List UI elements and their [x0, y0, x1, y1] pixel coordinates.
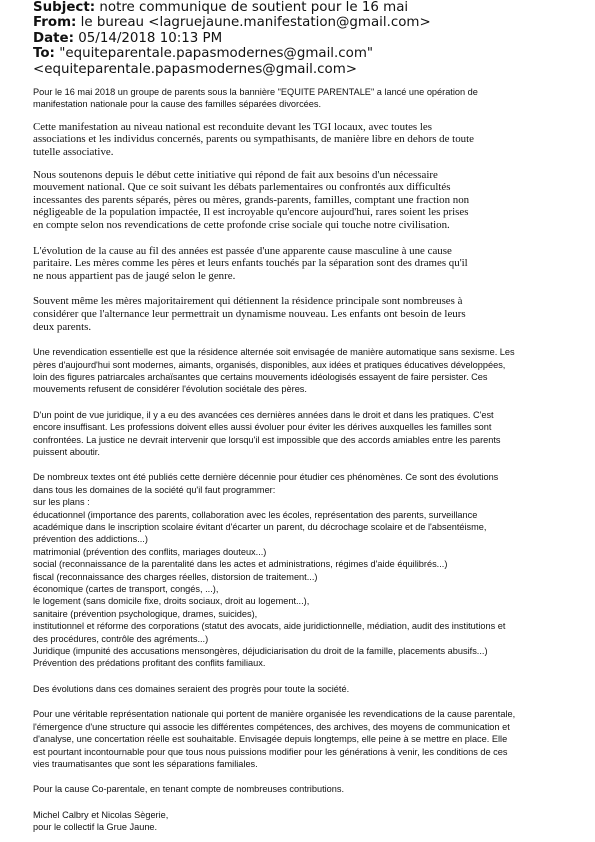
paragraph-5 [33, 295, 581, 333]
text-line: est pourtant incontournable pour que tous nous puissions modifier pour les générations à venir, les conditions de ces [33, 746, 508, 757]
text-line: dans tous les domaines de la société qu'il faut programmer: [33, 484, 276, 495]
text-line: en compte selon nos revendications de cette profonde crise sociale qui touche notre civilisation. [33, 218, 450, 231]
date-label: Date: [33, 30, 74, 46]
text-line: Prévention des prédations profitant des conflits familiaux. [33, 658, 266, 669]
text-line: fiscal (reconnaissance des charges réelles, distorsion de traitement...) [33, 571, 318, 582]
text-line: social (reconnaissance de la parentalité dans les actes et administrations, régimes d'aide équilibrés...) [33, 559, 448, 570]
to-value: "equiteparentale.papasmodernes@gmail.com" [59, 46, 374, 62]
text-line: éducationnel (importance des parents, collaboration avec les écoles, représentation des parents, surveillance [33, 509, 478, 520]
paragraph-4 [33, 245, 581, 283]
text-line: deux parents. [33, 320, 92, 333]
text-line: ne nous appartient pas de jaugé selon le genre. [33, 269, 236, 282]
text-line: considérer que l'alternance leur permettrait un dynamisme nouveau. Les enfants ont besoin de leurs [33, 307, 466, 320]
paragraph-7 [33, 409, 581, 459]
text-line: D'un point de vue juridique, il y a eu des avancées ces dernières années dans le droit et dans les pratiques. C'est [33, 409, 494, 420]
text-line: d'analyse, une concertation réelle est souhaitable. Envisagée depuis longtemps, elle peine à se mettre en place. Elle [33, 734, 508, 745]
text-line: Des évolutions dans ces domaines seraient des progrès pour toute la société. [33, 683, 350, 694]
text-line: vies traumatisantes que sont les séparations familiales. [33, 758, 258, 769]
from-value: le bureau <lagruejaune.manifestation@gmail.com> [80, 15, 431, 31]
text-line: Une revendication essentielle est que la résidence alternée soit envisagée de manière automatique sans sexisme. Les [33, 347, 515, 358]
text-line: loin des figures patriarcales archaïsantes que certains mouvements idéologisés essayent de faire persister. Ces [33, 371, 488, 382]
text-line: des procédures, contrôle des agréments...) [33, 633, 209, 644]
text-line: prévention des addictions...) [33, 534, 148, 545]
paragraph-intro [33, 86, 581, 111]
to-label: To: [33, 46, 55, 62]
text-line: mouvements refusent de considérer l'évolution sociétale des pères. [33, 384, 307, 395]
text-line: matrimonial (prévention des conflits, mariages douteux...) [33, 546, 267, 557]
paragraph-11 [33, 783, 581, 795]
date-line [33, 31, 593, 46]
to-address: <equiteparentale.papasmodernes@gmail.com> [33, 61, 357, 77]
text-line: puissent aboutir. [33, 446, 100, 457]
email-body [33, 86, 581, 834]
paragraph-6 [33, 346, 581, 396]
text-line: Juridique (impunité des accusations mensongères, déjudiciarisation du droit de la famille, placements abusifs...) [33, 646, 488, 657]
paragraph-10 [33, 708, 581, 770]
paragraph-3 [33, 169, 581, 232]
text-line: tutelle associative. [33, 146, 114, 158]
text-line: associations et les individus concernés, parents ou sympathisants, de manière libre en dehors de toute [33, 133, 474, 146]
text-line: manifestation nationale pour la cause des familles séparées divorcées. [33, 99, 322, 110]
text-line: Cette manifestation au niveau national est reconduite devant les TGI locaux, avec toutes les [33, 120, 432, 133]
text-line: sanitaire (prévention psychologique, drames, suicides), [33, 608, 258, 619]
email-header [33, 0, 593, 77]
text-line: L'évolution de la cause au fil des années est passée d'une apparente cause masculine à une cause [33, 244, 452, 257]
subject-value: notre communique de soutient pour le 16 mai [99, 0, 409, 15]
to-line [33, 46, 593, 61]
text-line: Nous soutenons depuis le début cette initiative qui répond de fait aux besoins d'un nécessaire [33, 168, 438, 181]
text-line: académique dans le inscription scolaire évitant d'écarter un parent, du décrochage scolaire et de l'absentéisme, [33, 522, 487, 532]
text-line: Souvent même les mères majoritairement qui détiennent la résidence principale sont nombreuses à [33, 295, 463, 308]
to-line-2 [33, 62, 593, 77]
paragraph-2 [33, 121, 581, 159]
text-line: incessantes des parents séparés, pères ou mères, grands-parents, familles, comptant une fraction non [33, 193, 470, 206]
text-line: confrontées. La justice ne devrait intervenir que lorsqu'il est impossible que des accords amiables entre les parents [33, 434, 501, 445]
text-line: économique (cartes de transport, congés, ...), [33, 584, 219, 595]
text-line: mouvement national. Que ce soit suivant les débats parlementaires ou confrontés aux difficultés [33, 181, 451, 194]
text-line: Pour une véritable représentation nationale qui portent de manière organisée les revendications de la cause parentale, [33, 709, 516, 720]
paragraph-9 [33, 683, 581, 695]
date-value: 05/14/2018 10:13 PM [78, 30, 223, 46]
text-line: Pour la cause Co-parentale, en tenant compte de nombreuses contributions. [33, 784, 345, 795]
text-line: sur les plans : [33, 497, 90, 508]
text-line: Pour le 16 mai 2018 un groupe de parents sous la bannière "EQUITE PARENTALE" a lancé une opération de [33, 87, 478, 97]
text-line: encore insuffisant. Les professions doivent elles aussi évoluer pour éviter les dérives auxquelles les familles sont [33, 422, 492, 433]
text-line: l'émergence d'une structure qui associe les différentes compétences, des archives, des moyens de communication et [33, 721, 510, 732]
from-label: From: [33, 15, 77, 31]
text-line: le logement (sans domicile fixe, droits sociaux, droit au logement...), [33, 596, 310, 607]
subject-line [33, 0, 593, 15]
text-line: Michel Calbry et Nicolas Sègerie, [33, 809, 169, 820]
subject-label: Subject: [33, 0, 96, 15]
text-line: négligeable de la population impactée, Il est incroyable qu'encore aujourd'hui, rares soient les prises [33, 206, 469, 219]
from-line [33, 15, 593, 30]
signature [33, 809, 581, 834]
text-line: pères d'aujourd'hui sont modernes, aimants, organisés, disponibles, aux idées et pratiques éducatives développées, [33, 359, 506, 370]
paragraph-8 [33, 471, 581, 670]
text-line: paritaire. Les mères comme les pères et leurs enfants touchés par la séparation sont des drames qu'il [33, 257, 468, 270]
text-line: institutionnel et réforme des corporations (statut des avocats, aide juridictionnelle, médiation, audit des institutions et [33, 621, 506, 632]
text-line: pour le collectif la Grue Jaune. [33, 822, 158, 833]
text-line: De nombreux textes ont été publiés cette dernière décennie pour étudier ces phénomènes. Ce sont des évolutions [33, 472, 499, 483]
